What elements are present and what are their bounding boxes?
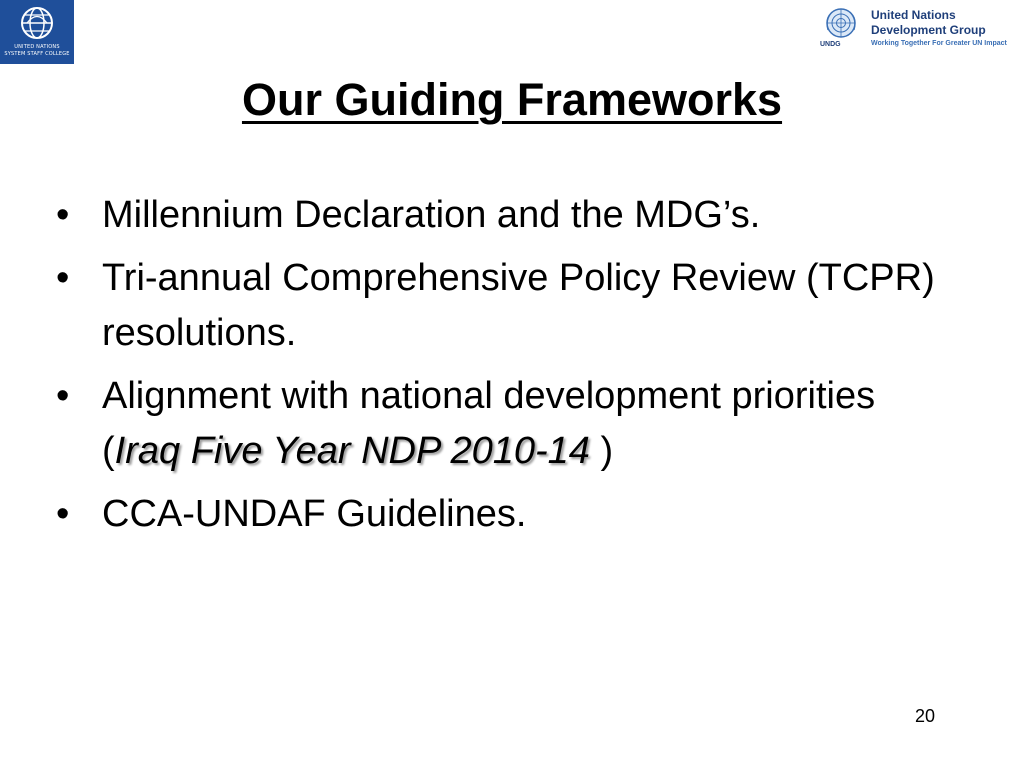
un-globe-icon	[17, 4, 57, 42]
bullet-emphasis: Iraq Five Year NDP 2010-14	[114, 430, 590, 472]
undg-logo	[808, 0, 1024, 64]
bullet-dot: •	[56, 194, 70, 236]
bullet-dot: •	[56, 257, 70, 299]
bullet-item	[56, 188, 956, 243]
bullet-text: CCA-UNDAF Guidelines.	[102, 493, 527, 535]
slide-title: Our Guiding Frameworks	[241, 74, 783, 125]
bullet-item	[56, 251, 956, 361]
bullet-text: Alignment with national development priorities (	[102, 375, 876, 472]
bullet-text-after: )	[589, 430, 614, 472]
undg-abbreviation: UNDG	[820, 41, 841, 48]
undg-name: United Nations Development Group	[871, 8, 986, 37]
bullet-text: Millennium Declaration and the MDG’s.	[102, 194, 761, 236]
bullet-dot: •	[56, 375, 70, 417]
undg-tagline: Working Together For Greater UN Impact	[871, 40, 1007, 47]
unssc-logo	[0, 0, 74, 64]
bullet-dot: •	[56, 493, 70, 535]
bullet-list	[56, 188, 956, 550]
unssc-logo-text: UNITED NATIONS SYSTEM STAFF COLLEGE	[4, 44, 70, 57]
bullet-item	[56, 369, 956, 479]
bullet-text: Tri-annual Comprehensive Policy Review (TCPR) resolutions.	[102, 257, 935, 354]
page-number: 20	[914, 706, 936, 726]
bullet-item	[56, 487, 956, 542]
un-emblem-icon	[822, 6, 860, 42]
